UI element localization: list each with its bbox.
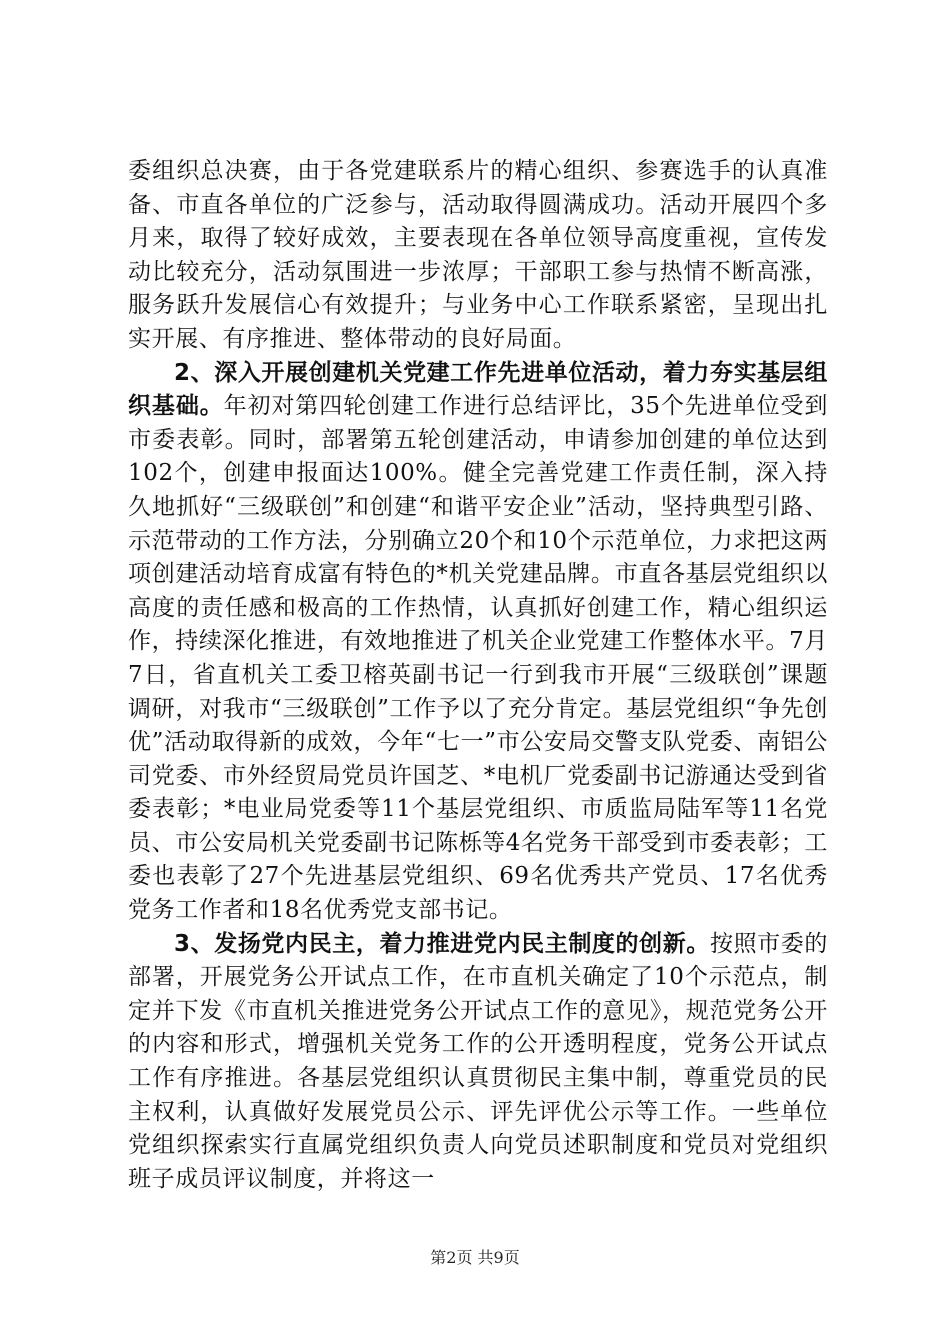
paragraph-body: 委组织总决赛，由于各党建联系片的精心组织、参赛选手的认真准备、市直各单位的广泛参与，活动取得圆满成功。活动开展四个多月来，取得了较好成效，主要表现在各单位领导高度重视，宣传发动比较充分，活动氛围进一步浓厚；干部职工参与热情不断高涨，服务跃升发展信心有效提升；与业务中心工作联系紧密，呈现出扎实开展、有序推进、整体带动的良好局面。: [128, 158, 828, 352]
paragraph-section-3: [128, 928, 828, 1197]
section-heading: 3、发扬党内民主，着力推进党内民主制度的创新。: [174, 930, 710, 957]
paragraph-body: 年初对第四轮创建工作进行总结评比，35个先进单位受到市委表彰。同时，部署第五轮创建活动，申请参加创建的单位达到102个，创建申报面达100%。健全完善党建工作责任制，深入持久地抓好“三级联创”和创建“和谐平安企业”活动，坚持典型引路、示范带动的工作方法，分别确立20个和10个示范单位，力求把这两项创建活动培育成富有特色的*机关党建品牌。市直各基层党组织以高度的责任感和极高的工作热情，认真抓好创建工作，精心组织运作，持续深化推进，有效地推进了机关企业党建工作整体水平。7月7日，省直机关工委卫榕英副书记一行到我市开展“三级联创”课题调研，对我市“三级联创”工作予以了充分肯定。基层党组织“争先创优”活动取得新的成效，今年“七一”市公安局交警支队党委、南铝公司党委、市外经贸局党员许国芝、*电机厂党委副书记游通达受到省委表彰；*电业局党委等11个基层党组织、市质监局陆军等11名党员、市公安局机关党委副书记陈栎等4名党务干部受到市委表彰；工委也表彰了27个先进基层党组织、69名优秀共产党员、17名优秀党务工作者和18名优秀党支部书记。: [128, 393, 828, 924]
paragraph-section-2: [128, 357, 828, 928]
page-number: 第2页 共9页: [430, 1248, 520, 1267]
paragraph-body: 按照市委的部署，开展党务公开试点工作，在市直机关确定了10个示范点，制定并下发《市直机关推进党务公开试点工作的意见》，规范党务公开的内容和形式，增强机关党务工作的公开透明程度，党务公开试点工作有序推进。各基层党组织认真贯彻民主集中制，尊重党员的民主权利，认真做好发展党员公示、评先评优公示等工作。一些单位党组织探索实行直属党组织负责人向党员述职制度和党员对党组织班子成员评议制度，并将这一: [128, 930, 828, 1192]
paragraph-continuation: [128, 155, 828, 357]
document-page: [128, 155, 828, 1196]
section-heading: 2、深入开展创建机关党建工作先进单位活动，着力夯实基层组织基础。: [128, 359, 828, 420]
page-footer: [0, 1245, 950, 1268]
